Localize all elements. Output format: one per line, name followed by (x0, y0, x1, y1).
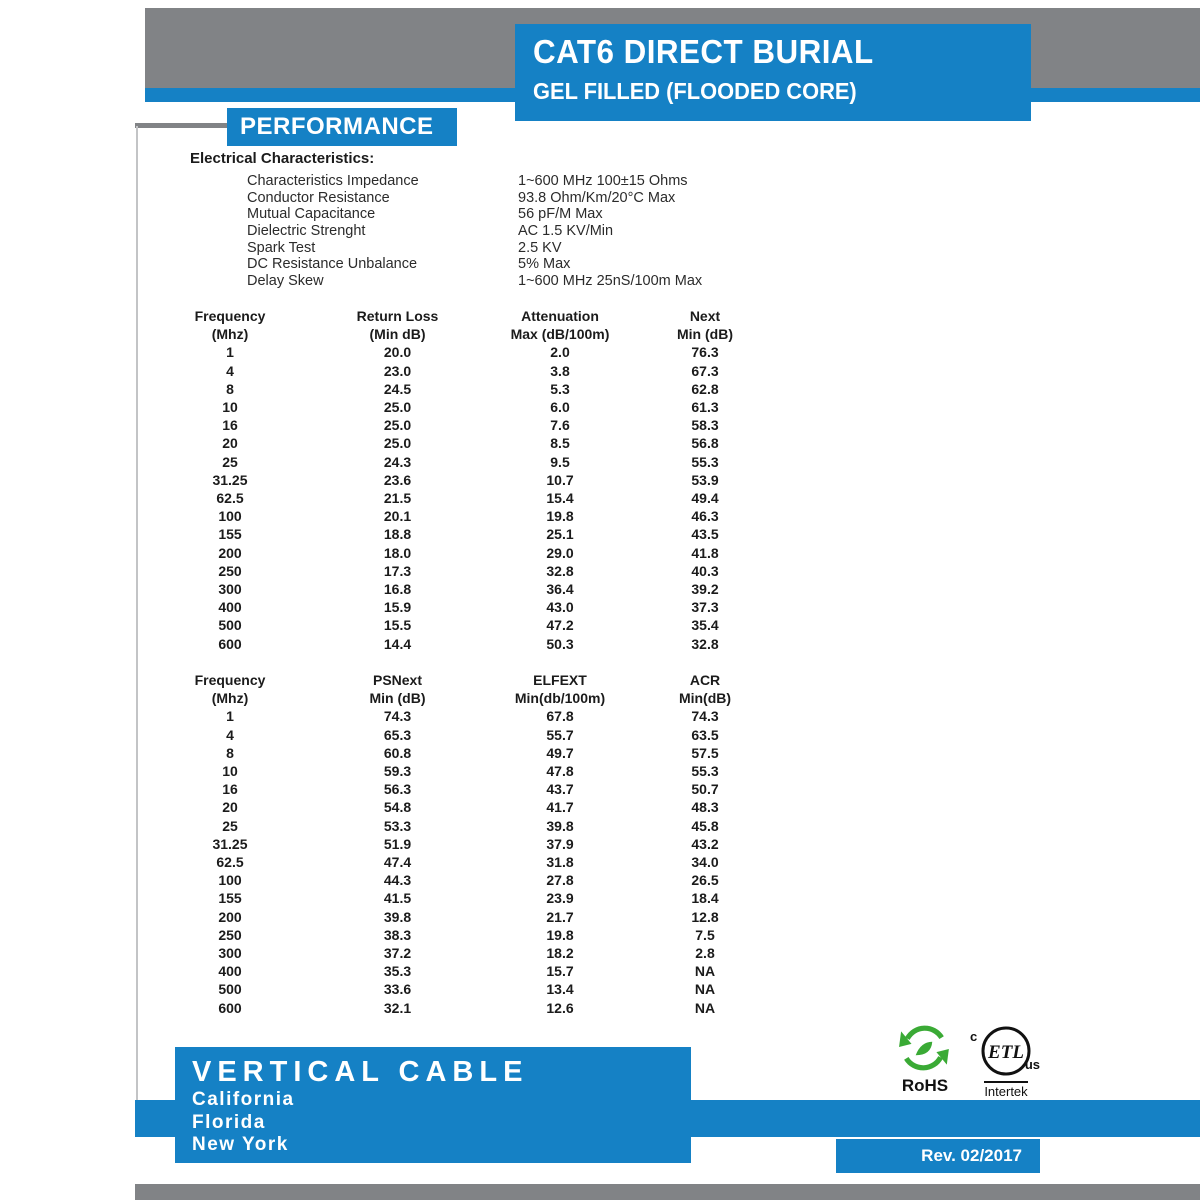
table-row (135, 580, 760, 598)
table-cell: 62.5 (216, 854, 244, 871)
table-cell: 43.5 (691, 526, 719, 543)
table-row (135, 562, 760, 580)
location-label: New York (192, 1134, 289, 1155)
table-header-row (135, 671, 760, 707)
column-header (650, 307, 760, 343)
table-cell: 17.3 (383, 562, 412, 579)
rohs-logo (894, 1023, 956, 1096)
table-cell: 12.6 (546, 999, 574, 1016)
table-cell: 300 (218, 581, 242, 598)
table-cell: 20 (222, 799, 238, 816)
table-cell: 74.3 (691, 708, 719, 725)
table-cell: 46.3 (691, 508, 719, 525)
revision-bar (836, 1139, 1040, 1173)
table-cell: 35.4 (691, 617, 719, 634)
table-cell: 67.3 (691, 362, 719, 379)
table-cell: 20 (222, 435, 238, 452)
table-cell: 250 (218, 926, 242, 943)
table-cell: 25.0 (383, 399, 412, 416)
performance-label: PERFORMANCE (240, 113, 434, 140)
table-cell: 25.1 (546, 526, 574, 543)
table-cell: 54.8 (383, 799, 412, 816)
table-row (135, 944, 760, 962)
table-cell: 53.3 (383, 817, 412, 834)
table-cell: 20.1 (383, 508, 412, 525)
electrical-value: 1~600 MHz 100±15 Ohms (518, 173, 688, 189)
table-cell: 19.8 (546, 926, 574, 943)
table-cell: 300 (218, 945, 242, 962)
performance-badge (227, 108, 457, 146)
table-row (135, 525, 760, 543)
table-cell: 39.8 (383, 908, 412, 925)
column-header (470, 307, 650, 343)
table-cell: 4 (226, 362, 234, 379)
table-body (135, 343, 760, 652)
table-cell: 31.25 (212, 471, 248, 488)
table-cell: 9.5 (550, 453, 570, 470)
table-cell: 55.3 (691, 763, 719, 780)
table-row (135, 398, 760, 416)
company-name: VERTICAL CABLE (192, 1056, 529, 1088)
table-row (135, 853, 760, 871)
table-row (135, 707, 760, 725)
electrical-value: 93.8 Ohm/Km/20°C Max (518, 189, 676, 206)
table-cell: 19.8 (546, 508, 574, 525)
table-row (135, 434, 760, 452)
table-cell: 76.3 (691, 344, 719, 361)
table-cell: 47.4 (383, 854, 412, 871)
electrical-label: Spark Test (247, 239, 316, 256)
table-cell: 8 (226, 744, 234, 761)
location-label: California (192, 1089, 295, 1110)
column-header-line: Min(db/100m) (514, 690, 606, 707)
table-cell: 1 (226, 344, 234, 361)
electrical-item (247, 206, 702, 223)
table-body (135, 707, 760, 1016)
table-row (135, 835, 760, 853)
table-row (135, 980, 760, 998)
table-cell: 33.6 (383, 981, 412, 998)
table-cell: 500 (218, 617, 242, 634)
table-row (135, 908, 760, 926)
intertek-label: Intertek (984, 1081, 1027, 1099)
table-cell: 60.8 (383, 744, 412, 761)
table-cell: 37.9 (546, 835, 574, 852)
table-cell: 16.8 (383, 581, 412, 598)
table-cell: 25 (222, 453, 238, 470)
table-cell: 53.9 (691, 471, 719, 488)
table-cell: 200 (218, 908, 242, 925)
table-cell: 2.8 (695, 945, 715, 962)
table-cell: 49.7 (546, 744, 574, 761)
column-header (135, 671, 325, 707)
table-cell: 61.3 (691, 399, 719, 416)
table-cell: 6.0 (550, 399, 570, 416)
electrical-label: Delay Skew (247, 273, 324, 290)
etl-letters: ETL (988, 1042, 1024, 1063)
column-header (650, 671, 760, 707)
table-cell: 8 (226, 380, 234, 397)
table-cell: 37.3 (691, 599, 719, 616)
column-header-line: Frequency (194, 672, 266, 688)
column-header-line: Next (689, 308, 721, 324)
column-header-line: ACR (689, 672, 721, 688)
table-cell: 25.0 (383, 417, 412, 434)
table-cell: NA (694, 999, 716, 1016)
table-cell: 12.8 (691, 908, 719, 925)
table-cell: 16 (222, 417, 238, 434)
electrical-item (247, 173, 702, 190)
recycle-arrows-icon (898, 1023, 952, 1073)
table-cell: 23.0 (383, 362, 412, 379)
column-header (325, 307, 470, 343)
table-cell: 10 (222, 763, 238, 780)
column-header-line: Return Loss (356, 308, 439, 324)
table-row (135, 489, 760, 507)
table-row (135, 780, 760, 798)
table-row (135, 416, 760, 434)
performance-table-2 (135, 671, 760, 1017)
etl-intertek-logo (968, 1023, 1044, 1101)
table-cell: 16 (222, 781, 238, 798)
electrical-label: DC Resistance Unbalance (247, 256, 418, 273)
table-row (135, 889, 760, 907)
table-cell: 20.0 (383, 344, 412, 361)
electrical-item (247, 190, 702, 207)
table-row (135, 962, 760, 980)
table-cell: 58.3 (691, 417, 719, 434)
table-cell: 40.3 (691, 562, 719, 579)
table-cell: 65.3 (383, 726, 412, 743)
table-header-row (135, 307, 760, 343)
table-row (135, 926, 760, 944)
electrical-list (247, 173, 702, 290)
table-cell: 41.7 (546, 799, 574, 816)
performance-table-1 (135, 307, 760, 653)
table-cell: 47.8 (546, 763, 574, 780)
table-cell: 3.8 (550, 362, 570, 379)
table-row (135, 471, 760, 489)
electrical-value: AC 1.5 KV/Min (518, 223, 614, 240)
electrical-label: Conductor Resistance (247, 189, 390, 206)
column-header (325, 671, 470, 707)
etl-us-mark: us (1024, 1057, 1040, 1072)
table-cell: 21.5 (383, 490, 412, 507)
table-cell: 43.7 (546, 781, 574, 798)
column-header-line: Min (dB) (369, 690, 426, 707)
column-header-line: Frequency (194, 308, 266, 324)
table-cell: 67.8 (546, 708, 574, 725)
table-cell: 500 (218, 981, 242, 998)
table-cell: 51.9 (383, 835, 412, 852)
column-header-line: PSNext (372, 672, 423, 688)
column-header-line: (Mhz) (211, 326, 249, 343)
table-cell: 31.25 (212, 835, 248, 852)
table-cell: 50.3 (546, 635, 574, 652)
table-cell: 24.5 (383, 380, 412, 397)
column-header-line: Max (dB/100m) (510, 326, 610, 343)
table-cell: 400 (218, 963, 242, 980)
table-cell: 5.3 (550, 380, 570, 397)
electrical-item (247, 256, 702, 273)
table-cell: 24.3 (383, 453, 412, 470)
column-header (135, 307, 325, 343)
table-row (135, 726, 760, 744)
table-cell: 200 (218, 544, 242, 561)
table-cell: 600 (218, 635, 242, 652)
table-cell: 32.8 (546, 562, 574, 579)
table-cell: 18.4 (691, 890, 719, 907)
table-cell: 2.0 (550, 344, 570, 361)
table-row (135, 635, 760, 653)
table-cell: 7.5 (695, 926, 715, 943)
table-row (135, 999, 760, 1017)
table-row (135, 616, 760, 634)
table-cell: 39.2 (691, 581, 719, 598)
table-cell: 1 (226, 708, 234, 725)
column-header-line: Min (dB) (677, 326, 733, 343)
table-cell: 15.5 (383, 617, 412, 634)
table-cell: 57.5 (691, 744, 719, 761)
table-cell: 59.3 (383, 763, 412, 780)
table-cell: 27.8 (546, 872, 574, 889)
table-cell: 31.8 (546, 854, 574, 871)
table-row (135, 507, 760, 525)
table-cell: 55.3 (691, 453, 719, 470)
table-cell: 18.0 (383, 544, 412, 561)
table-cell: 62.5 (216, 490, 244, 507)
table-cell: 15.7 (546, 963, 574, 980)
table-cell: 21.7 (546, 908, 574, 925)
electrical-label: Characteristics Impedance (247, 173, 419, 189)
title-box (515, 24, 1031, 121)
table-cell: 18.8 (383, 526, 412, 543)
rohs-label: RoHS (901, 1076, 949, 1095)
table-cell: 13.4 (546, 981, 574, 998)
table-cell: 155 (218, 526, 242, 543)
electrical-item (247, 273, 702, 290)
location-label: Florida (192, 1111, 266, 1133)
electrical-value: 56 pF/M Max (518, 206, 603, 223)
column-header-line: Min(dB) (678, 690, 732, 707)
electrical-label: Mutual Capacitance (247, 206, 376, 223)
table-cell: 41.8 (691, 544, 719, 561)
table-row (135, 598, 760, 616)
table-cell: 250 (218, 562, 242, 579)
certification-logos (894, 1023, 1044, 1101)
table-cell: 29.0 (546, 544, 574, 561)
table-cell: 18.2 (546, 945, 574, 962)
etl-c-mark: c (970, 1029, 978, 1044)
table-cell: 62.8 (691, 380, 719, 397)
page-title: CAT6 DIRECT BURIAL (533, 33, 874, 70)
table-row (135, 762, 760, 780)
table-cell: 32.8 (691, 635, 719, 652)
electrical-value: 5% Max (518, 256, 571, 273)
table-cell: 100 (218, 508, 242, 525)
table-cell: 43.2 (691, 835, 719, 852)
table-cell: 74.3 (383, 708, 412, 725)
table-cell: 37.2 (383, 945, 412, 962)
table-cell: 14.4 (383, 635, 412, 652)
table-cell: 39.8 (546, 817, 574, 834)
table-row (135, 871, 760, 889)
bottom-edge-band (135, 1184, 1200, 1200)
table-cell: 43.0 (546, 599, 574, 616)
table-cell: 100 (218, 872, 242, 889)
table-cell: 56.8 (691, 435, 719, 452)
performance-rule (135, 123, 228, 128)
electrical-value: 2.5 KV (518, 239, 562, 256)
electrical-item (247, 240, 702, 257)
table-row (135, 343, 760, 361)
electrical-label: Dielectric Strenght (247, 223, 366, 240)
table-row (135, 453, 760, 471)
table-cell: 8.5 (550, 435, 570, 452)
table-cell: NA (694, 981, 716, 998)
table-cell: 155 (218, 890, 242, 907)
column-header-line: ELFEXT (533, 672, 587, 688)
table-cell: 10 (222, 399, 238, 416)
table-cell: NA (694, 963, 716, 980)
table-cell: 47.2 (546, 617, 574, 634)
table-cell: 55.7 (546, 726, 574, 743)
table-cell: 400 (218, 599, 242, 616)
company-locations (192, 1089, 691, 1157)
table-cell: 34.0 (691, 854, 719, 871)
table-cell: 15.4 (546, 490, 574, 507)
table-cell: 23.6 (383, 471, 412, 488)
table-row (135, 798, 760, 816)
table-cell: 25.0 (383, 435, 412, 452)
table-cell: 23.9 (546, 890, 574, 907)
table-cell: 4 (226, 726, 234, 743)
table-row (135, 544, 760, 562)
table-cell: 32.1 (383, 999, 412, 1016)
column-header (470, 671, 650, 707)
electrical-heading: Electrical Characteristics: (190, 150, 375, 167)
electrical-value: 1~600 MHz 25nS/100m Max (518, 273, 703, 290)
company-box (175, 1047, 691, 1163)
table-cell: 38.3 (383, 926, 412, 943)
revision-label: Rev. 02/2017 (921, 1146, 1022, 1165)
table-cell: 15.9 (383, 599, 412, 616)
column-header-line: Attenuation (521, 308, 599, 324)
table-cell: 25 (222, 817, 238, 834)
table-cell: 41.5 (383, 890, 412, 907)
page-subtitle: GEL FILLED (FLOODED CORE) (533, 78, 857, 104)
table-row (135, 362, 760, 380)
column-header-line: (Min dB) (369, 326, 426, 343)
table-cell: 56.3 (383, 781, 412, 798)
column-header-line: (Mhz) (211, 690, 249, 707)
table-cell: 36.4 (546, 581, 574, 598)
table-cell: 49.4 (691, 490, 719, 507)
table-cell: 35.3 (383, 963, 412, 980)
table-cell: 44.3 (383, 872, 412, 889)
table-cell: 45.8 (691, 817, 719, 834)
table-row (135, 744, 760, 762)
table-cell: 7.6 (550, 417, 570, 434)
table-row (135, 380, 760, 398)
table-cell: 63.5 (691, 726, 719, 743)
table-cell: 26.5 (691, 872, 719, 889)
table-cell: 48.3 (691, 799, 719, 816)
table-cell: 600 (218, 999, 242, 1016)
table-cell: 50.7 (691, 781, 719, 798)
table-cell: 10.7 (546, 471, 574, 488)
electrical-item (247, 223, 702, 240)
table-row (135, 817, 760, 835)
